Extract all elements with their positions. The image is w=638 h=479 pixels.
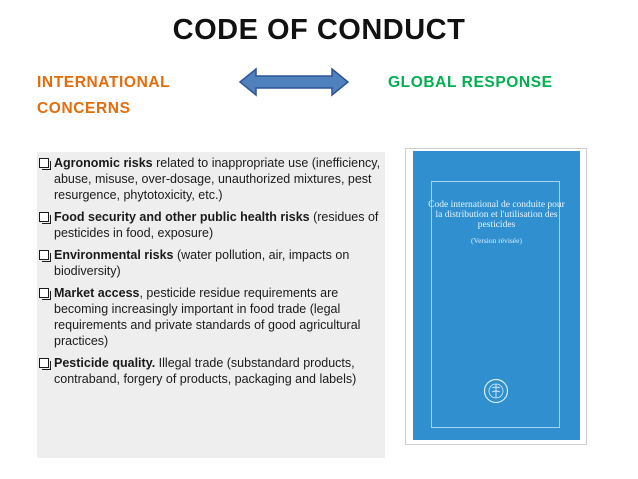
list-item [37, 355, 385, 387]
list-item [37, 155, 385, 203]
item-bold-label: Market access [54, 286, 140, 300]
item-text: (residues of pesticides in food, exposure) [54, 210, 379, 240]
double-arrow-icon [238, 67, 350, 97]
item-text: , pesticide residue requirements are becoming increasingly important in food trade (legal requirements and private standards of good agricultural practices) [54, 286, 361, 348]
concerns-list [37, 152, 385, 387]
heading-line-2: CONCERNS [37, 100, 131, 117]
slide-title: CODE OF CONDUCT [172, 14, 466, 46]
list-item [37, 247, 385, 279]
book-subtitle: (Version révisée) [470, 236, 523, 245]
concerns-panel [37, 152, 385, 458]
code-of-conduct-book-cover [413, 151, 580, 440]
checkbox-square-icon [39, 358, 49, 368]
heading-line-1: INTERNATIONAL [37, 74, 171, 91]
item-bold-label: Food security and other public health risks [54, 210, 310, 224]
item-text: (water pollution, air, impacts on biodiversity) [54, 248, 350, 278]
book-title: Code international de conduite pour la distribution et l'utilisation des pesticides [428, 200, 565, 230]
global-response-heading: GLOBAL RESPONSE [388, 74, 553, 91]
item-text: Illegal trade (substandard products, contraband, forgery of products, packaging and labels) [54, 356, 357, 386]
checkbox-square-icon [39, 250, 49, 260]
checkbox-square-icon [39, 212, 49, 222]
item-bold-label: Agronomic risks [54, 156, 153, 170]
list-item [37, 209, 385, 241]
checkbox-square-icon [39, 158, 49, 168]
international-concerns-heading [37, 70, 227, 122]
list-item [37, 285, 385, 349]
fao-logo-icon [483, 378, 509, 404]
item-bold-label: Environmental risks [54, 248, 174, 262]
item-text: related to inappropriate use (inefficiency, abuse, misuse, over-dosage, unauthorized mixtures, pest resurgence, phytotoxicity, etc.) [54, 156, 381, 202]
checkbox-square-icon [39, 288, 49, 298]
item-bold-label: Pesticide quality. [54, 356, 156, 370]
